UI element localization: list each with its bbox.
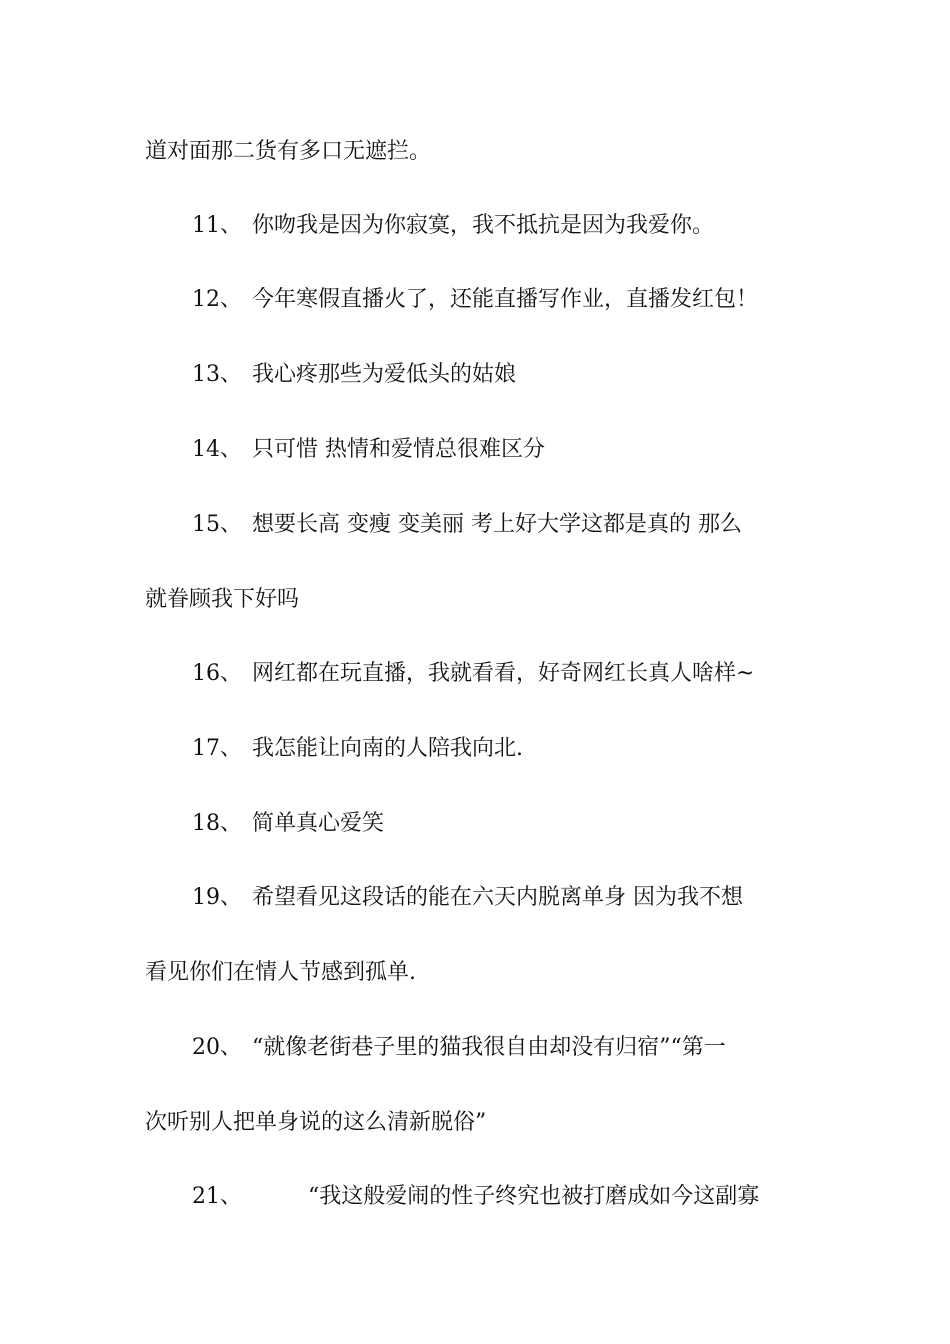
item-text: “就像老街巷子里的猫我很自由却没有归宿”“第一: [252, 1035, 726, 1060]
item-text: 今年寒假直播火了，还能直播写作业，直播发红包！: [252, 287, 759, 312]
list-item-18: [145, 809, 810, 839]
item-number: 21、: [192, 1184, 242, 1209]
line-text: 道对面那二货有多口无遮拦。: [145, 139, 432, 164]
item-number: 11、: [192, 213, 242, 238]
list-item-20: [145, 1033, 810, 1063]
continuation-line-19: [145, 958, 810, 988]
list-item-12: [145, 285, 810, 315]
item-text: 想要长高 变瘦 变美丽 考上好大学这都是真的 那么: [252, 512, 742, 537]
list-item-21: [145, 1182, 810, 1212]
list-item-14: [145, 435, 810, 465]
line-text: 看见你们在情人节感到孤单.: [145, 960, 416, 985]
item-number: 20、: [192, 1035, 242, 1060]
list-item-13: [145, 360, 810, 390]
list-item-19: [145, 883, 810, 913]
item-number: 12、: [192, 287, 242, 312]
item-number: 18、: [192, 811, 242, 836]
item-number: 16、: [192, 661, 242, 686]
item-number: 17、: [192, 736, 242, 761]
list-item-17: [145, 734, 810, 764]
continuation-line-10: [145, 137, 810, 167]
line-text: 次听别人把单身说的这么清新脱俗”: [145, 1110, 487, 1135]
item-text: 网红都在玩直播，我就看看，好奇网红长真人啥样~: [252, 661, 755, 686]
item-number: 14、: [192, 437, 242, 462]
item-number: 13、: [192, 362, 242, 387]
item-text: 我怎能让向南的人陪我向北.: [252, 736, 523, 761]
item-text: 我心疼那些为爱低头的姑娘: [252, 362, 517, 387]
item-text: 简单真心爱笑: [252, 811, 385, 836]
line-text: 就眷顾我下好吗: [145, 587, 300, 612]
item-number: 19、: [192, 885, 242, 910]
list-item-16: [145, 659, 810, 689]
list-item-11: [145, 211, 810, 241]
item-number: 15、: [192, 512, 242, 537]
item-text: “我这般爱闹的性子终究也被打磨成如今这副寡: [308, 1184, 760, 1209]
item-text: 只可惜 热情和爱情总很难区分: [252, 437, 545, 462]
item-text: 希望看见这段话的能在六天内脱离单身 因为我不想: [252, 885, 743, 910]
list-item-15: [145, 510, 810, 540]
item-text: 你吻我是因为你寂寞，我不抵抗是因为我爱你。: [252, 213, 715, 238]
continuation-line-15: [145, 585, 810, 615]
continuation-line-20: [145, 1108, 810, 1138]
